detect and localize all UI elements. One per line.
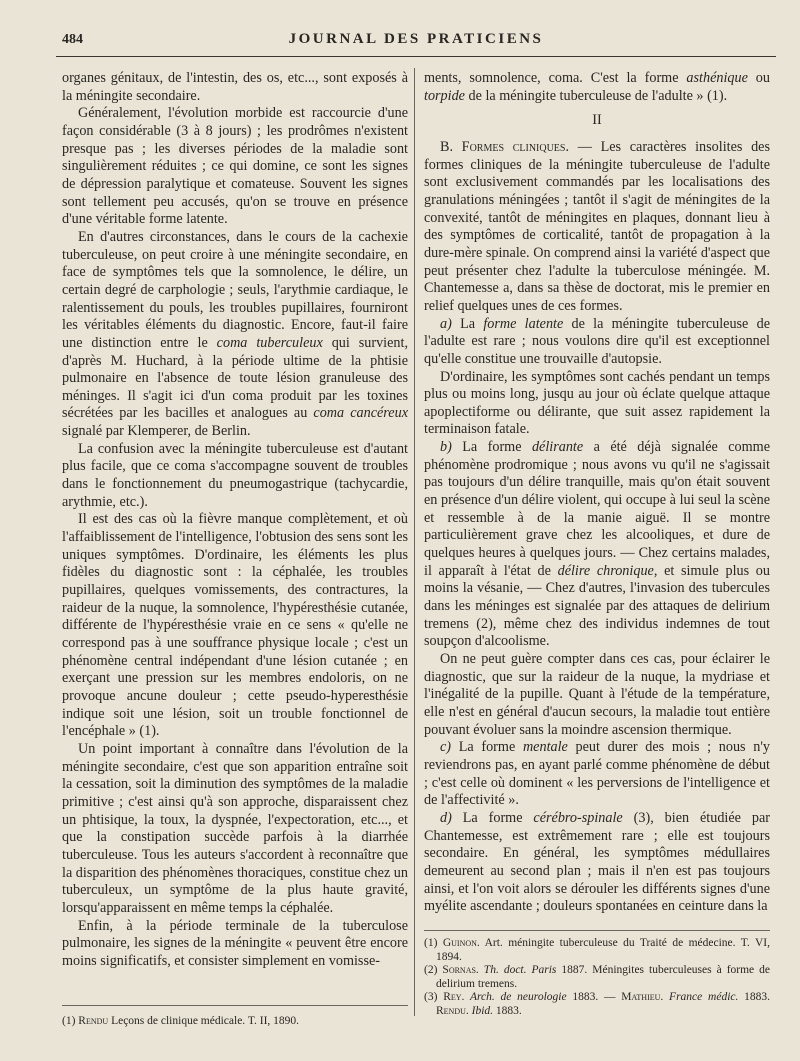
italic-term: torpide	[424, 87, 465, 104]
italic-term: délire chronique	[557, 562, 654, 579]
italic-term: coma tuberculeux	[216, 334, 323, 351]
footnote: (1) Rendu Leçons de clinique médicale. T. II, 1890.	[62, 1015, 300, 1027]
journal-title: JOURNAL DES PRATICIENS	[288, 31, 544, 47]
section-heading: B. Formes cliniques.	[440, 138, 570, 155]
footnote: (1) Guinon. Art. méningite tuberculeuse du Traité de médecine. T. VI, 1894.	[424, 937, 770, 963]
footnotes-right	[424, 937, 770, 1018]
paragraph: Un point important à connaître dans l'évolution de la méningite secondaire, c'est que son apparition entraîne soit la cessation, soit la diminution des symptômes de la maladie primitive ; c'est ainsi qu'à son approche, disparaissent chez un phtisique, la toux, la dyspnée, l'expectoration, etc..., et que la constipation succède parfois à la diarrhée tuberculeuse. Tous les auteurs s'accordent à reconnaître que la disparition des phénomènes thoraciques, constitue chez un tuberculeux, un symptôme de la plus haute gravité, lorsqu'apparaissent en même temps la céphalée.	[62, 740, 408, 916]
italic-term: coma cancéreux	[313, 405, 408, 422]
column-divider	[414, 68, 415, 1016]
page-number: 484	[62, 32, 83, 47]
item-label: c)	[440, 739, 452, 756]
left-column	[62, 70, 408, 970]
italic-term: cérébro-spinale	[533, 809, 623, 826]
right-column	[424, 70, 770, 916]
paragraph: ments, somnolence, coma. C'est la forme asthénique ou torpide de la méningite tuberculeuse de l'adulte » (1).	[424, 70, 770, 104]
paragraph: c) La forme mentale peut durer des mois ; nous n'y reviendrons pas, en ayant parlé comme phénomène de début ; c'est celle où dominent « les perversions de l'intelligence et de l'affectivité ».	[424, 739, 771, 809]
paragraph: Enfin, à la période terminale de la tuberculose pulmonaire, les signes de la méningite « peuvent être encore moins significatifs, et consister simplement en vomisse-	[62, 917, 408, 969]
italic-term: mentale	[522, 739, 568, 756]
section-numeral: II	[592, 112, 602, 129]
footnote-rule	[62, 1005, 408, 1006]
paragraph: Généralement, l'évolution morbide est raccourcie d'une façon considérable (3 à 8 jours) ; les prodrômes n'existent presque pas ; les diverses périodes de la maladie sont singulièrement réduites ; ce qui domine, ce sont les signes de dépression paralytique et comateuse. Souvent les signes sont tellement peu accusés, qu'on se trouve en présence d'une véritable forme latente.	[62, 105, 408, 228]
paragraph: Il est des cas où la fièvre manque complètement, et où l'affaiblissement de l'intelligence, l'obtusion des sens sont les uniques symptômes. D'ordinaire, les éléments les plus fidèles du diagnostic sont : la céphalée, les troubles pupillaires, quelques vomissements, des contractures, la raideur de la nuque, la somnolence, l'hypéresthésie cutanée, différente de l'hypéresthésie vraie en ce sens « qu'elle ne correspond pas à une souffrance physique locale ; c'est un phénomène central indépendant d'une lésion cutanée ; en exerçant une pression sur les membres endoloris, on ne provoque ancune douleur ; cette pseudo-hyperesthésie indique soit une lésion, soit un trouble fonctionnel de l'encéphale » (1).	[62, 511, 408, 740]
italic-term: forme latente	[483, 315, 564, 332]
italic-term: délirante	[531, 439, 584, 456]
footnotes-left	[62, 1015, 408, 1029]
footnote: (3) Rey. Arch. de neurologie 1883. — Mathieu. France médic. 1883. Rendu. Ibid. 1883.	[424, 991, 771, 1017]
italic-term: asthénique	[686, 70, 748, 86]
paragraph: organes génitaux, de l'intestin, des os, etc..., sont exposés à la méningite secondaire.	[62, 70, 408, 104]
item-label: b)	[440, 439, 452, 456]
paragraph: a) La forme latente de la méningite tuberculeuse de l'adulte est rare ; nous voulons dire qu'il est exceptionnel qu'elle constitue une trouvaille d'autopsie.	[424, 315, 771, 367]
item-label: d)	[440, 809, 452, 826]
footnote: (2) Sornas. Th. doct. Paris 1887. Méningites tuberculeuses à forme de delirium tremens.	[424, 964, 771, 990]
paragraph: b) La forme délirante a été déjà signalée comme phénomène prodromique ; nous avons vu qu'il ne s'agissait pas toujours d'un délire tranquille, mais qu'on était souvent en présence d'un délire violent, qui occupe à lui seul la scène et ressemble à de la manie aiguë. Il se montre particulièrement grave chez les alcooliques, et dure de quelques heures à quelques jours. — Chez certains malades, il apparaît à l'état de délire chronique, et simule plus ou moins la vésanie, — Chez d'autres, l'invasion des tubercules dans les méninges est signalée par des attaques de delirium tremens (2), même chez des individus indemnes de tout soupçon d'alcoolisme.	[424, 439, 770, 650]
page-header	[56, 30, 776, 57]
paragraph: En d'autres circonstances, dans le cours de la cachexie tuberculeuse, on peut croire à une méningite secondaire, en face de symptômes tels que la somnolence, le délire, un certain degré de carphologie ; seuls, l'arythmie cardiaque, le ralentissement du pouls, les troubles pupillaires, fourniront les véritables éléments du diagnostic. Encore, faut-il faire une distinction entre le coma tuberculeux qui survient, d'après M. Huchard, à la période ultime de la phtisie pulmonaire en l'absence de toute lésion granuleuse des méninges. Il s'agit ici d'un coma produit par les toxines sécrétées par les bacilles et analogues au coma cancéreux signalé par Klemperer, de Berlin.	[62, 228, 408, 440]
item-label: a)	[440, 315, 452, 332]
paragraph: B. Formes cliniques. — Les caractères insolites des formes cliniques de la méningite tuberculeuse de l'adulte sont exclusivement commandés par les localisations des granulations méningées ; tantôt il s'agit de méningites de la convexité, tantôt de méningites en plaques, donnant lieu à des symptômes de corticalité, tantôt de propagation à la dure-mère spinale. On comprend ainsi la variété d'aspect que peut présenter chez l'adulte la tuberculose méningée. M. Chantemesse a, dans sa thèse de doctorat, mis le premier en relief quelques unes de ces formes.	[424, 138, 770, 314]
paragraph: D'ordinaire, les symptômes sont cachés pendant un temps plus ou moins long, jusqu au jour où éclate quelque attaque apoplectiforme ou délirante, que suit assez rapidement la terminaison fatale.	[424, 368, 770, 438]
footnote-rule	[424, 930, 770, 931]
paragraph: d) La forme cérébro-spinale (3), bien étudiée par Chantemesse, est extrêmement rare ; elle est toujours secondaire. En général, les symptômes médullaires demeurent au second plan ; mais il n'en est pas toujours ainsi, et l'on voit alors se dérouler les différents signes d'une myélite ascendante ; douleurs spontanées en ceinture dans la	[424, 809, 770, 915]
paragraph: On ne peut guère compter dans ces cas, pour éclairer le diagnostic, que sur la raideur de la nuque, la mydriase et l'inégalité de la pupille. Quant à l'étude de la température, elle n'est en général d'aucun secours, la maladie tout entière pouvant évoluer sans la moindre ascension thermique.	[424, 651, 770, 738]
paragraph: La confusion avec la méningite tuberculeuse est d'autant plus facile, que ce coma s'accompagne souvent de troubles dans le fonctionnement du pneumogastrique (tachycardie, arythmie, etc.).	[62, 440, 408, 510]
